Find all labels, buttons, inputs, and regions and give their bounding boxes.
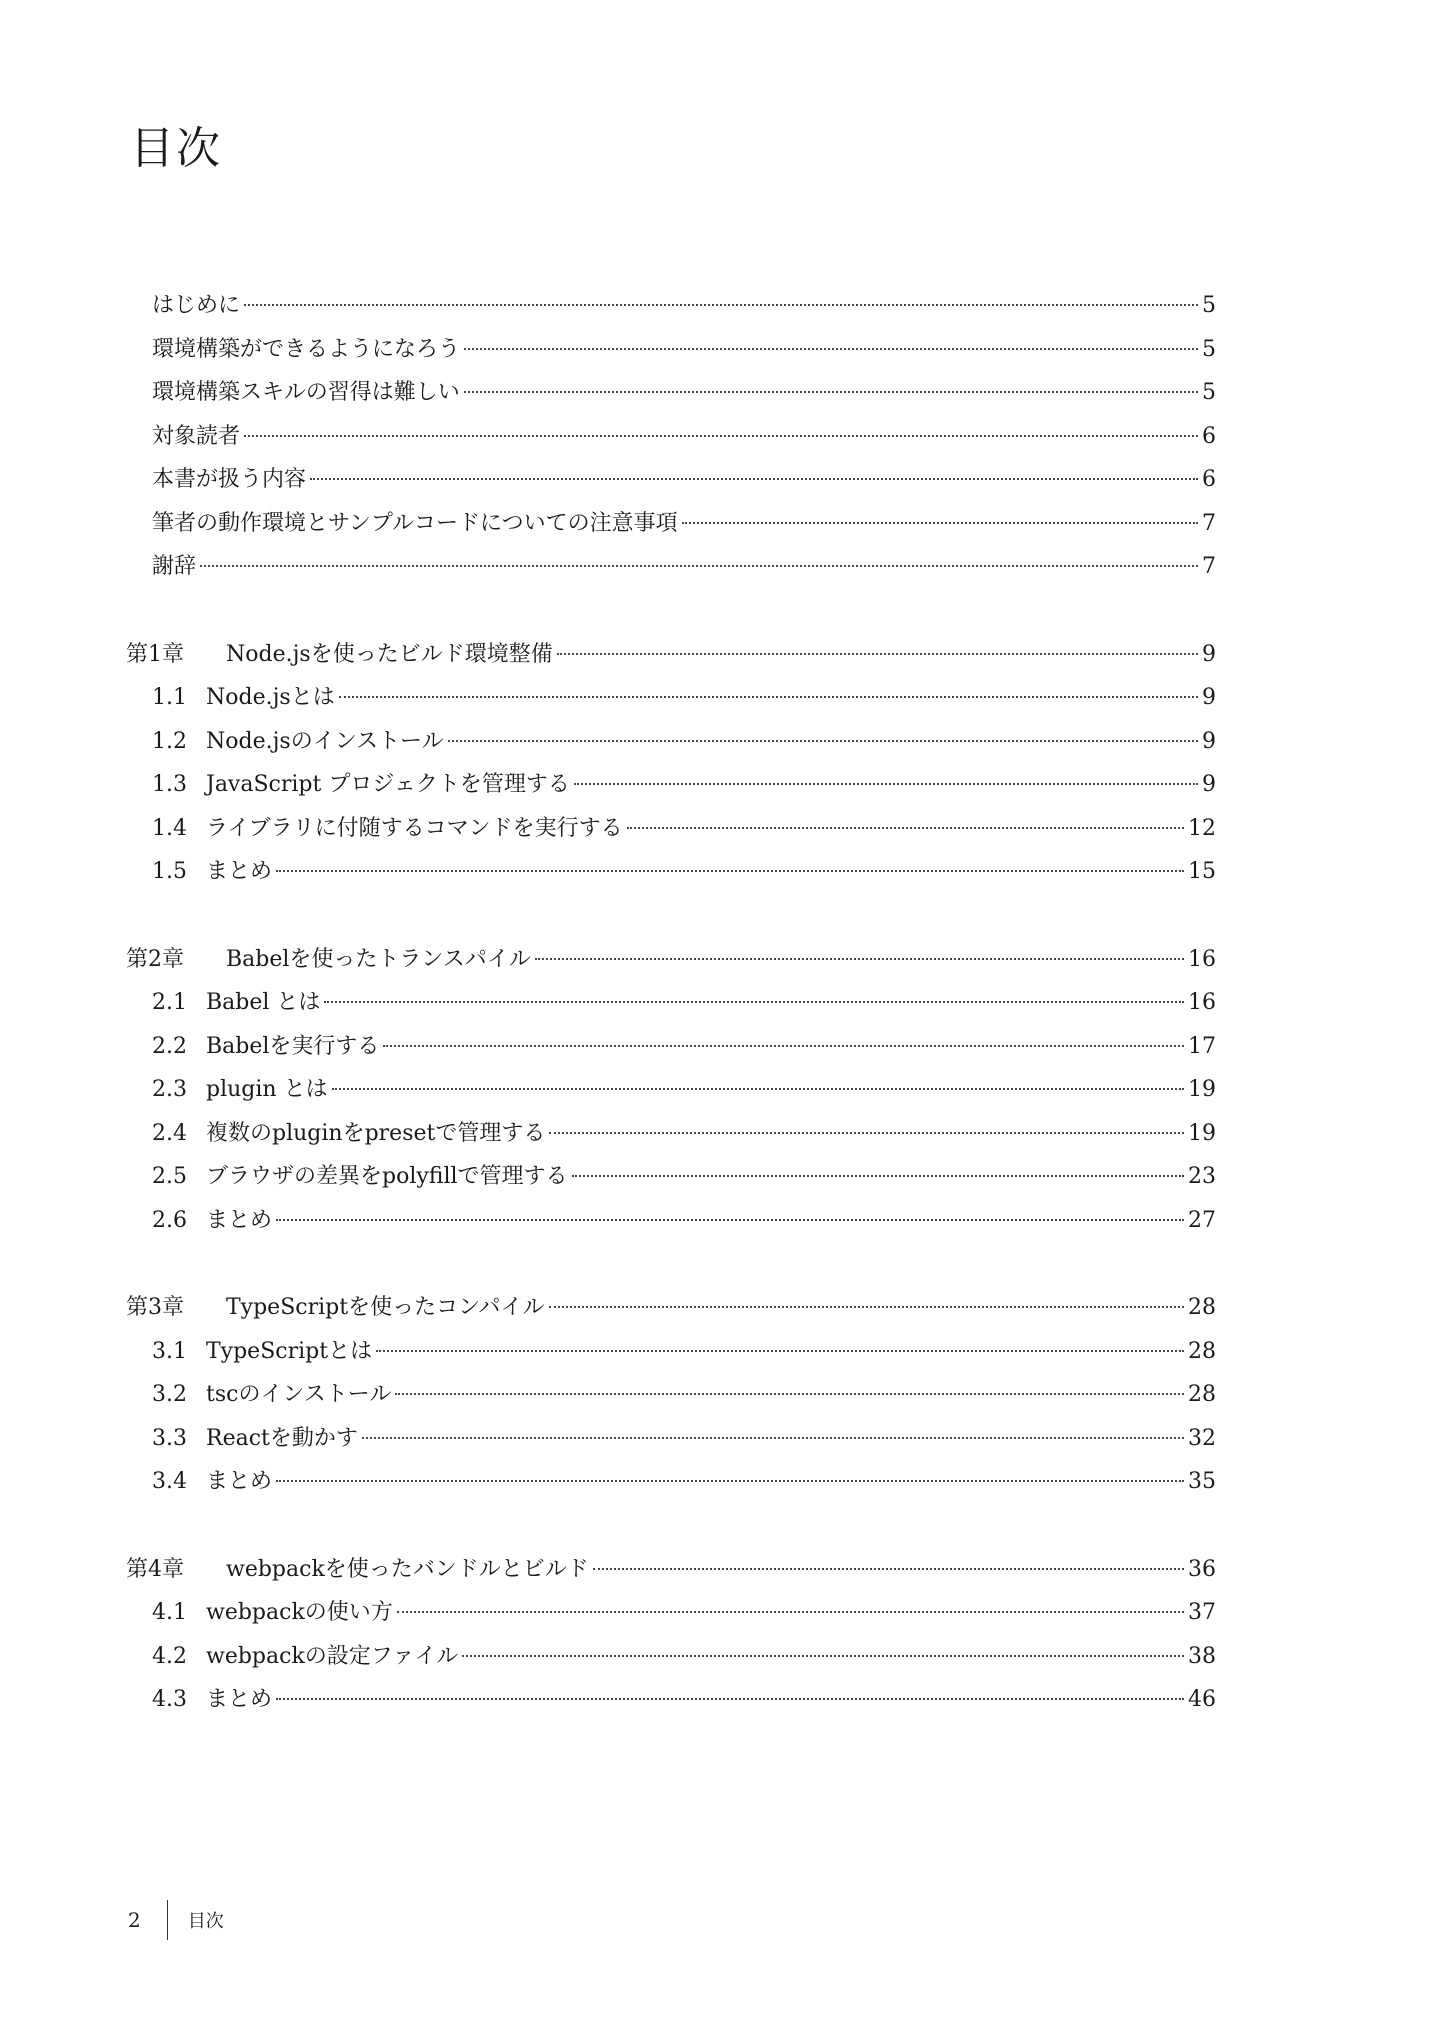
section-title: TypeScriptとは	[206, 1338, 373, 1364]
section-entry[interactable]	[126, 1377, 1216, 1421]
section-entry[interactable]	[126, 854, 1216, 898]
toc-entry[interactable]	[126, 549, 1216, 593]
section-page: 46	[1188, 1687, 1216, 1712]
section-entry[interactable]	[126, 1464, 1216, 1508]
dot-leader	[395, 1393, 1184, 1395]
page-title: 目次	[130, 123, 222, 174]
dot-leader	[627, 827, 1184, 829]
section-number: 3.4	[152, 1469, 187, 1494]
chapter-number: 第3章	[126, 1295, 184, 1320]
dot-leader	[464, 391, 1198, 393]
dot-leader	[593, 1568, 1184, 1570]
dot-leader	[244, 435, 1198, 437]
section-entry[interactable]	[126, 1334, 1216, 1378]
section-number: 3.3	[152, 1425, 187, 1451]
section-number: 1.3	[152, 772, 187, 797]
dot-leader	[362, 1437, 1184, 1439]
toc-entry[interactable]	[126, 288, 1216, 332]
chapter-entry[interactable]	[126, 942, 1216, 986]
dot-leader	[200, 565, 1198, 567]
chapter-page: 36	[1188, 1556, 1216, 1582]
section-title: まとめ	[206, 1207, 273, 1233]
chapter-title: Node.jsを使ったビルド環境整備	[226, 641, 553, 667]
section-entry[interactable]	[126, 680, 1216, 724]
section-number: 1.5	[152, 859, 187, 884]
section-number: 1.1	[152, 685, 187, 710]
section-number: 4.2	[152, 1643, 187, 1669]
chapter-entry[interactable]	[126, 1290, 1216, 1334]
dot-leader	[276, 1698, 1184, 1700]
section-entry[interactable]	[126, 1159, 1216, 1203]
section-entry[interactable]	[126, 1203, 1216, 1247]
section-number: 4.1	[152, 1600, 187, 1625]
section-title: Node.jsとは	[206, 685, 335, 710]
chapter-2-group	[126, 942, 1216, 1247]
section-number: 3.1	[152, 1338, 187, 1364]
section-page: 9	[1202, 728, 1216, 754]
section-title: まとめ	[206, 1687, 273, 1712]
chapter-1-group	[126, 637, 1216, 898]
section-page: 12	[1188, 815, 1216, 841]
section-page: 37	[1188, 1600, 1216, 1625]
section-title: 複数のpluginをpresetで管理する	[206, 1120, 546, 1146]
chapter-4-group	[126, 1552, 1216, 1726]
section-page: 38	[1188, 1643, 1216, 1669]
section-page: 9	[1202, 772, 1216, 797]
section-number: 3.2	[152, 1382, 187, 1407]
toc-entry-page: 5	[1202, 336, 1216, 362]
section-page: 28	[1188, 1338, 1216, 1364]
chapter-page: 9	[1202, 641, 1216, 667]
toc-entry-title: 本書が扱う内容	[152, 467, 307, 492]
section-title: webpackの使い方	[206, 1600, 393, 1625]
chapter-entry[interactable]	[126, 1552, 1216, 1596]
toc-entry[interactable]	[126, 462, 1216, 506]
page-footer	[128, 1900, 224, 1940]
dot-leader	[244, 304, 1198, 306]
footer-divider	[167, 1900, 168, 1940]
section-number: 1.4	[152, 815, 187, 841]
dot-leader	[549, 1132, 1184, 1134]
section-number: 2.5	[152, 1164, 187, 1189]
dot-leader	[310, 478, 1198, 480]
front-matter-group	[126, 288, 1216, 593]
section-entry[interactable]	[126, 724, 1216, 768]
section-number: 2.2	[152, 1033, 187, 1059]
toc-entry-title: 筆者の動作環境とサンプルコードについての注意事項	[152, 510, 678, 536]
toc-entry-title: 謝辞	[152, 554, 197, 579]
dot-leader	[462, 1655, 1184, 1657]
section-page: 23	[1188, 1164, 1216, 1189]
section-entry[interactable]	[126, 767, 1216, 811]
section-page: 15	[1188, 859, 1216, 884]
section-page: 28	[1188, 1382, 1216, 1407]
section-page: 19	[1188, 1120, 1216, 1146]
toc-entry-page: 6	[1202, 423, 1216, 449]
chapter-page: 16	[1188, 946, 1216, 972]
section-entry[interactable]	[126, 811, 1216, 855]
running-header: 目次	[187, 1911, 224, 1932]
section-page: 17	[1188, 1033, 1216, 1059]
chapter-title: Babelを使ったトランスパイル	[226, 946, 531, 972]
section-title: ブラウザの差異をpolyfillで管理する	[206, 1164, 568, 1189]
section-number: 2.6	[152, 1207, 187, 1233]
section-page: 32	[1188, 1425, 1216, 1451]
section-page: 16	[1188, 990, 1216, 1015]
section-title: tscのインストール	[206, 1382, 392, 1407]
dot-leader	[572, 1175, 1184, 1177]
section-title: Reactを動かす	[206, 1425, 358, 1451]
dot-leader	[464, 348, 1198, 350]
section-number: 2.4	[152, 1120, 187, 1146]
table-of-contents	[126, 288, 1216, 1770]
section-number: 2.1	[152, 990, 187, 1015]
section-number: 2.3	[152, 1077, 187, 1102]
dot-leader	[332, 1088, 1184, 1090]
toc-entry[interactable]	[126, 506, 1216, 550]
section-title: Babel とは	[206, 990, 321, 1015]
chapter-3-group	[126, 1290, 1216, 1508]
page-number: 2	[128, 1908, 141, 1932]
toc-entry[interactable]	[126, 332, 1216, 376]
section-number: 1.2	[152, 728, 187, 754]
section-entry[interactable]	[126, 1029, 1216, 1073]
toc-entry-page: 5	[1202, 380, 1216, 405]
toc-entry-title: 環境構築スキルの習得は難しい	[152, 380, 460, 405]
section-page: 35	[1188, 1469, 1216, 1494]
section-title: Babelを実行する	[206, 1033, 380, 1059]
section-page: 19	[1188, 1077, 1216, 1102]
section-entry[interactable]	[126, 1682, 1216, 1726]
chapter-number: 第2章	[126, 946, 184, 972]
section-entry[interactable]	[126, 1072, 1216, 1116]
dot-leader	[549, 1306, 1184, 1308]
toc-entry[interactable]	[126, 375, 1216, 419]
dot-leader	[448, 740, 1198, 742]
toc-entry-page: 6	[1202, 467, 1216, 492]
chapter-page: 28	[1188, 1295, 1216, 1320]
toc-entry-title: 環境構築ができるようになろう	[152, 336, 461, 362]
chapter-title: TypeScriptを使ったコンパイル	[226, 1295, 545, 1320]
chapter-entry[interactable]	[126, 637, 1216, 681]
section-entry[interactable]	[126, 1639, 1216, 1683]
section-title: まとめ	[206, 859, 273, 884]
dot-leader	[376, 1350, 1184, 1352]
section-title: Node.jsのインストール	[206, 728, 444, 754]
toc-entry[interactable]	[126, 419, 1216, 463]
toc-entry-page: 5	[1202, 293, 1216, 318]
section-title: plugin とは	[206, 1077, 328, 1102]
toc-entry-page: 7	[1202, 554, 1216, 579]
dot-leader	[276, 1219, 1184, 1221]
dot-leader	[324, 1001, 1184, 1003]
section-title: JavaScript プロジェクトを管理する	[206, 772, 570, 797]
section-title: まとめ	[206, 1469, 273, 1494]
chapter-number: 第4章	[126, 1556, 184, 1582]
dot-leader	[397, 1611, 1184, 1613]
dot-leader	[276, 1480, 1184, 1482]
section-entry[interactable]	[126, 1595, 1216, 1639]
dot-leader	[339, 696, 1198, 698]
dot-leader	[557, 653, 1198, 655]
chapter-title: webpackを使ったバンドルとビルド	[226, 1556, 589, 1582]
section-entry[interactable]	[126, 985, 1216, 1029]
section-number: 4.3	[152, 1687, 187, 1712]
toc-entry-title: はじめに	[152, 293, 241, 318]
chapter-number: 第1章	[126, 641, 184, 667]
section-title: webpackの設定ファイル	[206, 1643, 459, 1669]
dot-leader	[682, 522, 1198, 524]
dot-leader	[574, 783, 1198, 785]
section-title: ライブラリに付随するコマンドを実行する	[206, 815, 623, 841]
section-entry[interactable]	[126, 1116, 1216, 1160]
section-entry[interactable]	[126, 1421, 1216, 1465]
dot-leader	[383, 1045, 1184, 1047]
toc-entry-page: 7	[1202, 510, 1216, 536]
section-page: 27	[1188, 1207, 1216, 1233]
section-page: 9	[1202, 685, 1216, 710]
toc-entry-title: 対象読者	[152, 423, 241, 449]
dot-leader	[276, 870, 1184, 872]
dot-leader	[535, 958, 1184, 960]
